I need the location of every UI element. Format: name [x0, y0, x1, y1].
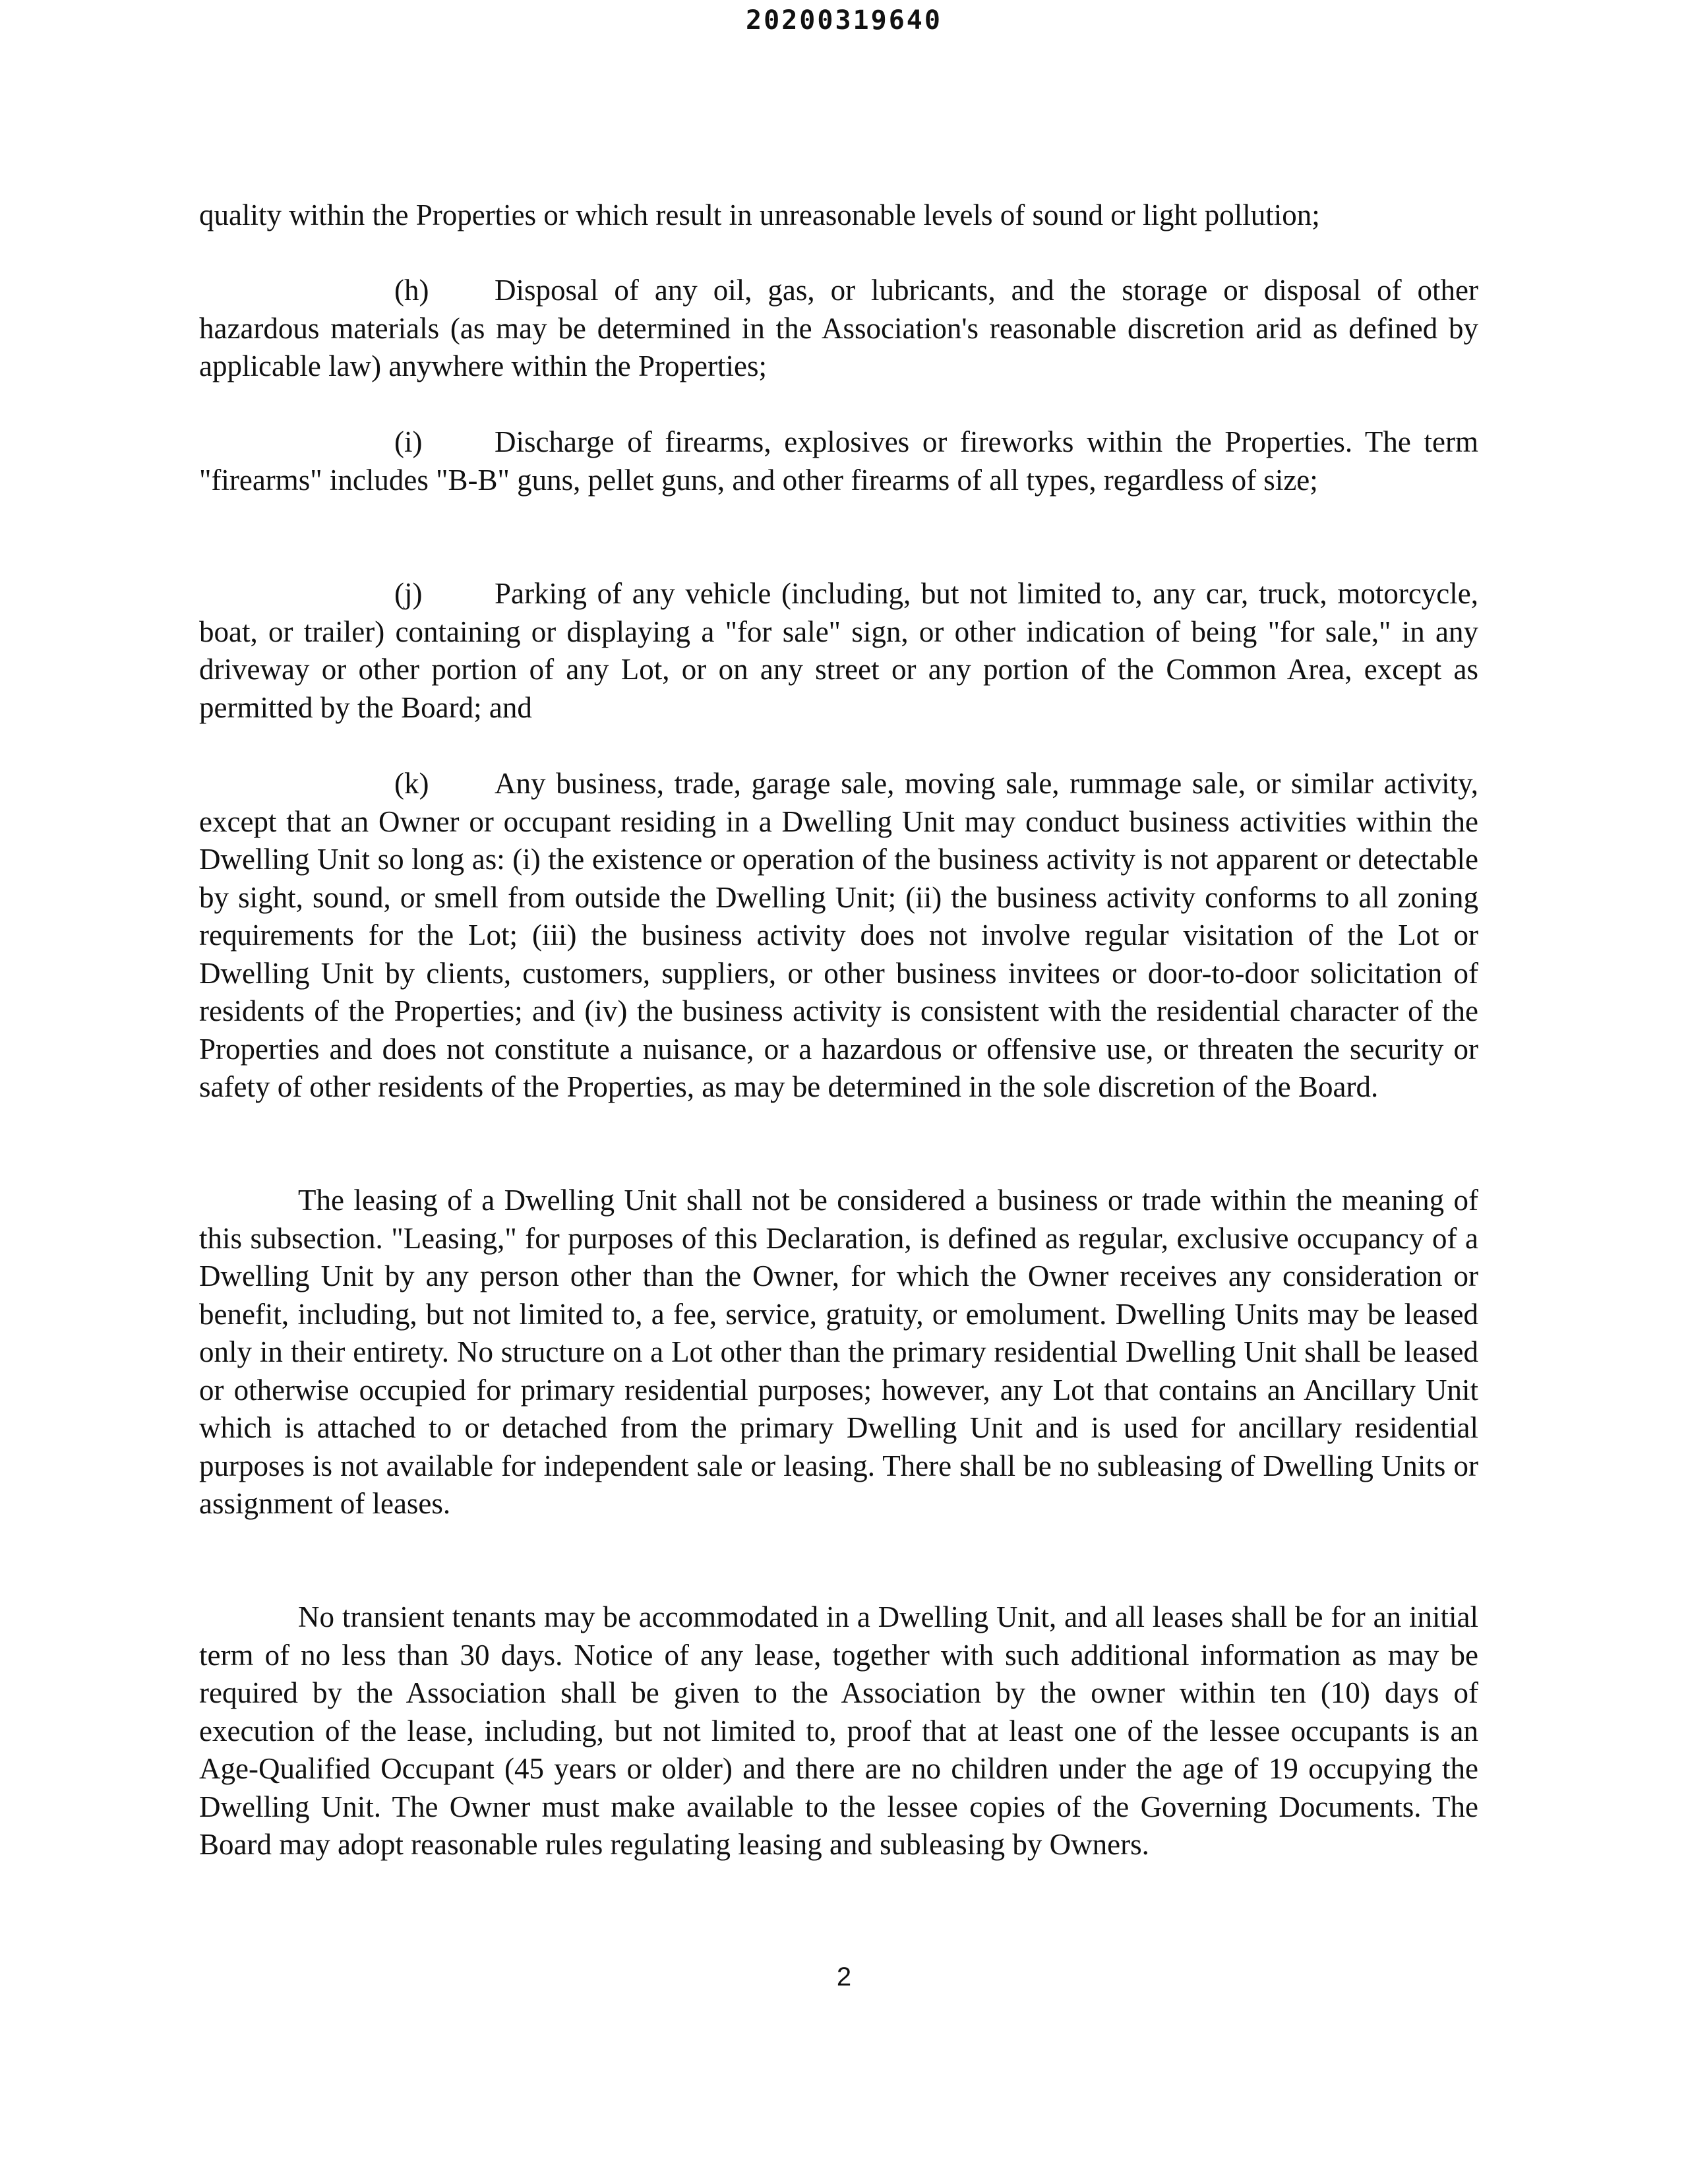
list-item-i — [199, 423, 1478, 499]
document-number: 20200319640 — [746, 5, 942, 36]
item-label-j: (j) — [394, 577, 423, 610]
item-text-k: Any business, trade, garage sale, moving sale, rummage sale, or similar activity, except that an Owner or occupant residing in a Dwelling Unit may conduct business activities within the Dwelling Unit so long as: (i) the existence or operation of the business activity is not apparent or detectable by sight, sound, or smell from outside the Dwelling Unit; (ii) the business activity conforms to all zoning requirements for the Lot; (iii) the business activity does not involve regular visitation of the Lot or Dwelling Unit by clients, customers, suppliers, or other business invitees or door-to-door solicitation of residents of the Properties; and (iv) the business activity is consistent with the residential character of the Properties and does not constitute a nuisance, or a hazardous or offensive use, or threaten the security or safety of other residents of the Properties, as may be determined in the sole discretion of the Board. — [199, 767, 1478, 1103]
list-item-h — [199, 272, 1478, 386]
list-item-k — [199, 765, 1478, 1107]
page-number: 2 — [836, 1962, 852, 1991]
item-text-j: Parking of any vehicle (including, but not limited to, any car, truck, motorcycle, boat, or trailer) containing or displaying a "for sale" sign, or other indication of being "for sale," in any driveway or other portion of any Lot, or on any street or any portion of the Common Area, except as permitted by the Board; and — [199, 577, 1478, 724]
leasing-paragraph: The leasing of a Dwelling Unit shall not be considered a business or trade within the meaning of this subsection. "Leasing," for purposes of this Declaration, is defined as regular, exclusive occupancy of a Dwelling Unit by any person other than the Owner, for which the Owner receives any consideration or benefit, including, but not limited to, a fee, service, gratuity, or emolument. Dwelling Units may be leased only in their entirety. No structure on a Lot other than the primary residential Dwelling Unit shall be leased or otherwise occupied for primary residential purposes; however, any Lot that contains an Ancillary Unit which is attached to or detached from the primary Dwelling Unit and is used for ancillary residential purposes is not available for independent sale or leasing. There shall be no subleasing of Dwelling Units or assignment of leases. — [199, 1184, 1478, 1520]
item-text-i: Discharge of firearms, explosives or fireworks within the Properties. The term "firearms" includes "B-B" guns, pellet guns, and other firearms of all types, regardless of size; — [199, 425, 1478, 497]
list-item-j — [199, 575, 1478, 727]
tenants-paragraph: No transient tenants may be accommodated in a Dwelling Unit, and all leases shall be for an initial term of no less than 30 days. Notice of any lease, together with such additional information as may be required by the Association shall be given to the Association by the owner within ten (10) days of execution of the lease, including, but not limited to, proof that at least one of the lessee occupants is an Age-Qualified Occupant (45 years or older) and there are no children under the age of 19 occupying the Dwelling Unit. The Owner must make available to the lessee copies of the Governing Documents. The Board may adopt reasonable rules regulating leasing and subleasing by Owners. — [199, 1600, 1478, 1861]
item-label-k: (k) — [394, 767, 429, 800]
item-text-h: Disposal of any oil, gas, or lubricants, and the storage or disposal of other hazardous materials (as may be determined in the Association's reasonable discretion arid as defined by applicable law) anywhere within the Properties; — [199, 274, 1478, 382]
item-label-h: (h) — [394, 274, 429, 307]
item-label-i: (i) — [394, 425, 423, 458]
continuation-paragraph: quality within the Properties or which result in unreasonable levels of sound or light pollution; — [199, 198, 1320, 231]
